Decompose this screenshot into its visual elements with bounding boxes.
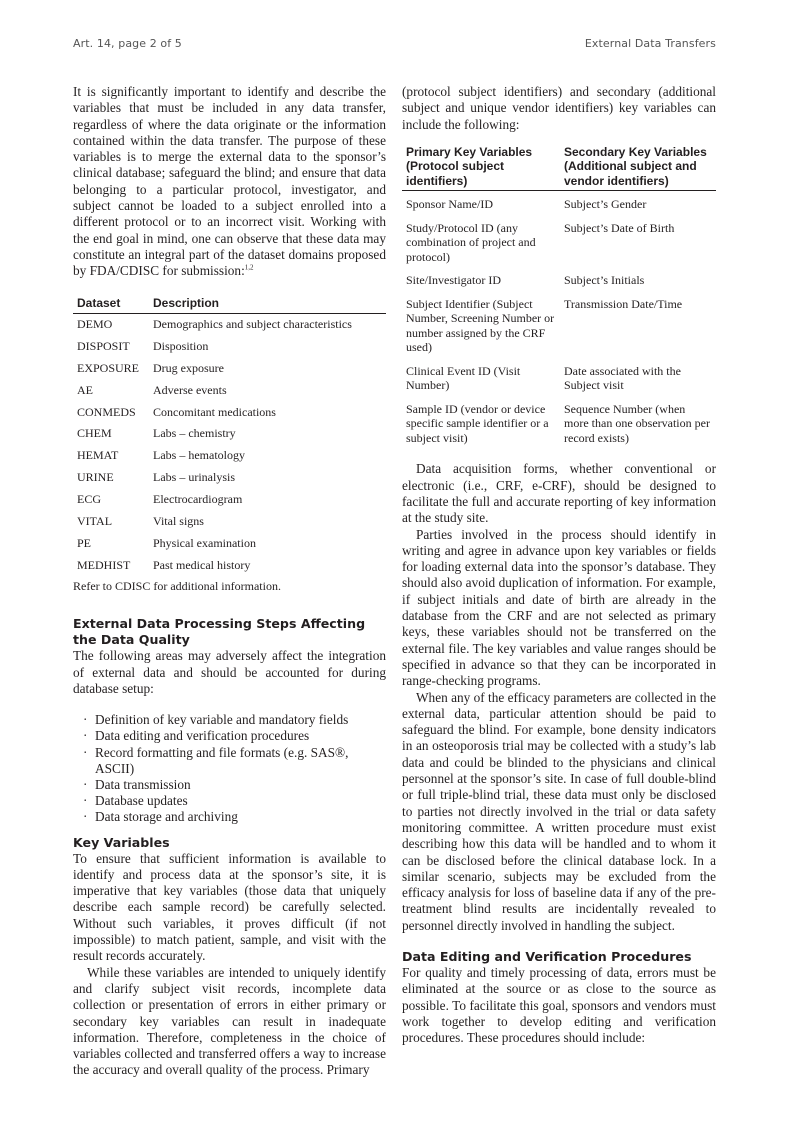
dataset-code-cell: DISPOSIT bbox=[77, 338, 130, 353]
list-item bbox=[83, 777, 386, 793]
secondary-key-cell: Date associated with the Subject visit bbox=[564, 363, 681, 393]
dataset-table-row bbox=[73, 401, 386, 423]
dataset-code-cell: CHEM bbox=[77, 426, 112, 441]
dataset-description-cell: Physical examination bbox=[153, 535, 256, 550]
dataset-table-row bbox=[73, 357, 386, 379]
right-column bbox=[402, 84, 716, 1046]
dataset-table-header bbox=[73, 293, 386, 314]
bullet-icon: · bbox=[83, 728, 88, 744]
dataset-table-row bbox=[73, 423, 386, 445]
bullet-icon: · bbox=[83, 712, 88, 728]
column-header-secondary-keys: Secondary Key Variables (Additional subject and vendor identifiers) bbox=[560, 145, 716, 191]
list-item-text: Data transmission bbox=[95, 776, 191, 792]
dataset-code-cell: MEDHIST bbox=[77, 557, 131, 572]
dataset-description-cell: Vital signs bbox=[153, 514, 204, 529]
list-item bbox=[83, 728, 386, 744]
running-head-title: External Data Transfers bbox=[584, 37, 716, 50]
dataset-table-body bbox=[73, 313, 386, 576]
list-item bbox=[83, 745, 386, 777]
bullet-icon: · bbox=[83, 809, 88, 825]
list-item-text: Data editing and verification procedures bbox=[95, 728, 310, 744]
running-head-page-number: Art. 14, page 2 of 5 bbox=[73, 37, 182, 50]
dataset-table-row bbox=[73, 335, 386, 357]
efficacy-paragraph: When any of the efficacy parameters are collected in the external data, particular attention should be paid to safeguard the blind. For example, bone density indicators in an osteoporosis trial may be collected with a study’s lab data and could be blinded to the physicians and clinical personnel at the sponsor’s site. In case of full double-blind or full triple-blind trial, these data must only be disclosed to parties not directly involved in the trial or data safety monitoring committee. A written procedure must exist describing how this data will be handled and to whom it can be disclosed before the clinical database lock. In a similar scenario, subjects may be excluded from the efficacy analysis for loss of baseline data if any of the pre-treatment blind results are incidentally revealed to personnel directly involved in handling the subject. bbox=[402, 689, 716, 933]
dataset-description-cell: Demographics and subject characteristics bbox=[153, 317, 352, 331]
dataset-table-row bbox=[73, 489, 386, 511]
column-header-primary-keys: Primary Key Variables (Protocol subject identifiers) bbox=[402, 145, 560, 191]
dataset-table-row bbox=[73, 554, 386, 576]
primary-key-cell: Sponsor Name/ID bbox=[406, 197, 493, 212]
secondary-key-cell: Subject’s Gender bbox=[564, 197, 647, 212]
list-item bbox=[83, 793, 386, 809]
bullet-icon: · bbox=[83, 744, 88, 760]
key-variables-table-row bbox=[402, 191, 716, 215]
section-heading-processing-steps: External Data Processing Steps Affecting the Data Quality bbox=[73, 616, 366, 648]
key-variables-table-row bbox=[402, 215, 716, 268]
list-item-text: Definition of key variable and mandatory fields bbox=[95, 712, 349, 728]
dataset-description-cell: Labs – chemistry bbox=[153, 426, 236, 441]
list-item bbox=[83, 712, 386, 728]
acquisition-paragraph: Data acquisition forms, whether conventional or electronic (i.e., CRF, e-CRF), should be designed to facilitate the full and accurate reporting of key information at the study site. bbox=[402, 461, 716, 526]
intro-text: It is significantly important to identify and describe the variables that must be included in any data transfer, regardless of where the data originate or the information contained within the data transfer. The purpose of these variables is to merge the external data to the sponsor’s clinical database; safeguard the blind; and ensure that data belonging to a particular protocol, investigator, and subject cannot be loaded to a subject enrolled into a different protocol or to an incorrect visit. Working with the end goal in mind, one can observe that these data may constitute an integral part of the dataset domains proposed by FDA/CDISC for submission: bbox=[73, 84, 386, 279]
dataset-code-cell: CONMEDS bbox=[77, 404, 136, 419]
dataset-description-cell: Drug exposure bbox=[153, 360, 224, 375]
reference-superscript: 1,2 bbox=[244, 263, 254, 272]
processing-steps-list bbox=[73, 712, 386, 825]
dataset-table bbox=[73, 293, 386, 577]
key-variables-table-body bbox=[402, 191, 716, 449]
secondary-key-cell: Subject’s Initials bbox=[564, 273, 645, 288]
dataset-code-cell: EXPOSURE bbox=[77, 360, 140, 375]
dataset-code-cell: VITAL bbox=[77, 514, 113, 529]
dataset-code-cell: PE bbox=[77, 535, 92, 550]
section-heading-key-variables: Key Variables bbox=[73, 834, 170, 850]
dataset-code-cell: DEMO bbox=[77, 317, 113, 331]
editing-paragraph: For quality and timely processing of data, errors must be eliminated at the source or as close to the source as possible. To facilitate this goal, sponsors and vendors must work together to develop editing and verification procedures. These procedures should include: bbox=[402, 965, 716, 1046]
dataset-description-cell: Labs – hematology bbox=[153, 448, 245, 463]
secondary-key-cell: Transmission Date/Time bbox=[564, 296, 683, 311]
key-variables-continued-paragraph: (protocol subject identifiers) and secondary (additional subject and unique vendor identifiers) key variables can include the following: bbox=[402, 84, 716, 132]
primary-key-cell: Study/Protocol ID (any combination of project and protocol) bbox=[406, 220, 536, 264]
key-variables-table-row bbox=[402, 291, 716, 358]
dataset-table-row bbox=[73, 467, 386, 489]
key-variables-table-row bbox=[402, 396, 716, 449]
key-variables-paragraph-2: While these variables are intended to uniquely identify and clarify subject visit records, incomplete data collection or presentation of errors in either primary or secondary key variables can result in inadequate information. Therefore, completeness in the choice of variables collected and transferred offers a way to increase the accuracy and overall quality of the process. Primary bbox=[73, 964, 386, 1078]
left-column bbox=[73, 84, 386, 1079]
section-heading-editing-procedures: Data Editing and Verification Procedures bbox=[402, 949, 692, 964]
key-variables-table-row bbox=[402, 267, 716, 291]
key-variables-table bbox=[402, 145, 716, 449]
parties-paragraph: Parties involved in the process should identify in writing and agree in advance upon key variables or fields for loading external data into the sponsor’s database. They should also avoid duplication of information. For example, if subject initials and date of birth are already in the database from the CRF and are not selected as primary keys, these variables should not be transferred on the external file. The key variables and value ranges should be specified in advance so that they can be incorporated in range-checking programs. bbox=[402, 526, 716, 689]
intro-paragraph bbox=[73, 84, 386, 280]
key-variables-table-row bbox=[402, 358, 716, 396]
dataset-table-row bbox=[73, 532, 386, 554]
dataset-table-row bbox=[73, 313, 386, 335]
dataset-table-row bbox=[73, 445, 386, 467]
list-item-text: Data storage and archiving bbox=[95, 809, 238, 825]
dataset-description-cell: Labs – urinalysis bbox=[153, 470, 235, 485]
primary-key-cell: Subject Identifier (Subject Number, Screening Number or number assigned by the CRF used) bbox=[406, 296, 555, 355]
primary-key-cell: Site/Investigator ID bbox=[406, 273, 501, 288]
secondary-key-cell: Subject’s Date of Birth bbox=[564, 220, 675, 235]
dataset-table-row bbox=[73, 379, 386, 401]
key-variables-paragraph-1: To ensure that sufficient information is available to identify and process data at the sponsor’s site, it is imperative that key variables (those data that uniquely describe each sample record) be carefully selected. Without such variables, it proves difficult (if not impossible) to match patient, sample, and visit with the result records accurately. bbox=[73, 850, 386, 964]
dataset-code-cell: ECG bbox=[77, 492, 101, 507]
right-column-body bbox=[402, 461, 716, 1046]
bullet-icon: · bbox=[83, 776, 88, 792]
key-variables-table-header bbox=[402, 145, 716, 191]
column-header-description: Description bbox=[149, 293, 386, 314]
secondary-key-cell: Sequence Number (when more than one observation per record exists) bbox=[564, 401, 710, 445]
dataset-description-cell: Past medical history bbox=[153, 557, 251, 572]
primary-key-cell: Clinical Event ID (Visit Number) bbox=[406, 363, 521, 393]
list-item bbox=[83, 809, 386, 825]
bullet-icon: · bbox=[83, 793, 88, 809]
dataset-description-cell: Adverse events bbox=[153, 382, 227, 397]
dataset-code-cell: URINE bbox=[77, 470, 114, 485]
column-header-dataset: Dataset bbox=[73, 293, 149, 314]
dataset-code-cell: AE bbox=[77, 382, 93, 397]
dataset-code-cell: HEMAT bbox=[77, 448, 119, 463]
dataset-description-cell: Electrocardiogram bbox=[153, 492, 243, 507]
list-item-text: Record formatting and file formats (e.g. SAS®, ASCII) bbox=[95, 744, 349, 776]
processing-paragraph: The following areas may adversely affect the integration of external data and should be accounted for during database setup: bbox=[73, 648, 386, 696]
list-item-text: Database updates bbox=[95, 793, 188, 809]
dataset-table-row bbox=[73, 511, 386, 533]
dataset-description-cell: Concomitant medications bbox=[153, 404, 276, 419]
table-note: Refer to CDISC for additional information. bbox=[73, 579, 281, 594]
primary-key-cell: Sample ID (vendor or device specific sample identifier or a subject visit) bbox=[406, 401, 549, 445]
dataset-description-cell: Disposition bbox=[153, 338, 209, 353]
